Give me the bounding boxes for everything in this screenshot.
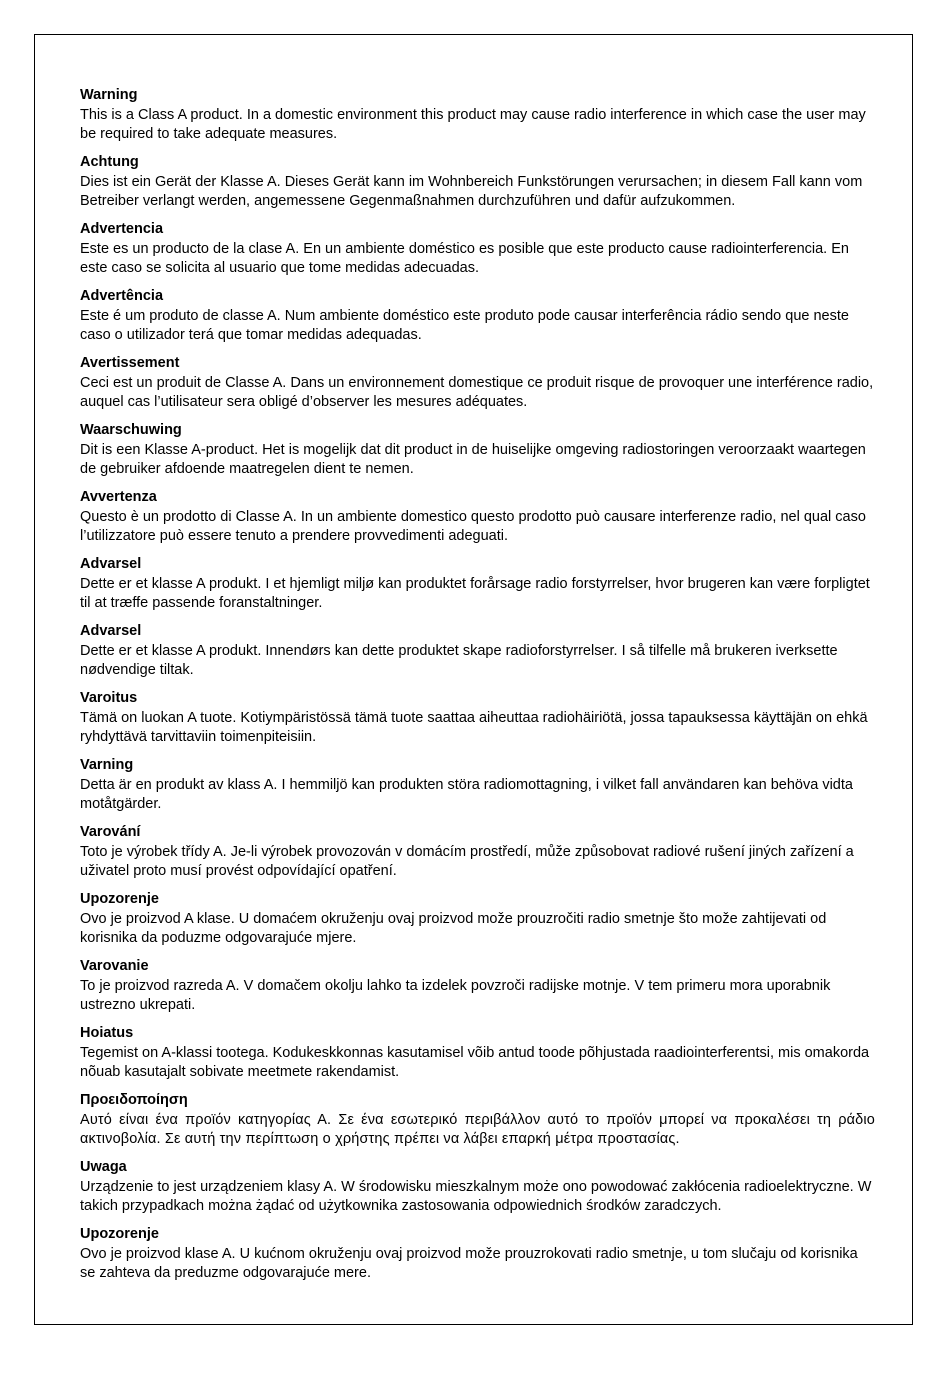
notice-text: Urządzenie to jest urządzeniem klasy A. W środowisku mieszkalnym może ono powodować zakłócenia radioelektryczne. W takich przypadkach można żądać od użytkownika zastosowania odpowiednich środków zaradczych. bbox=[80, 1178, 872, 1214]
notice-text: Detta är en produkt av klass A. I hemmiljö kan produkten störa radiomottagning, i vilket fall användaren kan behöva vidta motåtgärder. bbox=[80, 776, 853, 812]
notice-portuguese bbox=[80, 287, 875, 346]
notice-text: Ovo je proizvod klase A. U kućnom okruženju ovaj proizvod može prouzrokovati radio smetnje, u tom slučaju od korisnika se zahteva da preduzme odgovarajuće mere. bbox=[80, 1245, 858, 1281]
notice-text: Toto je výrobek třídy A. Je-li výrobek provozován v domácím prostředí, může způsobovat radiové rušení jiných zařízení a uživatel proto musí provést odpovídající opatření. bbox=[80, 843, 854, 879]
notice-heading: Avvertenza bbox=[80, 489, 157, 505]
notice-heading: Uwaga bbox=[80, 1159, 127, 1175]
notice-text: Este es un producto de la clase A. En un ambiente doméstico es posible que este producto cause radiointerferencia. En este caso se solicita al usuario que tome medidas adecuadas. bbox=[80, 240, 849, 276]
notice-heading: Προειδοποίηση bbox=[80, 1092, 188, 1108]
notice-spanish bbox=[80, 220, 875, 279]
notice-text: Dies ist ein Gerät der Klasse A. Dieses Gerät kann im Wohnbereich Funkstörungen verursachen; in diesem Fall kann vom Betreiber verlangt werden, angemessene Gegenmaßnahmen durchzuführen und dafür aufzukommen. bbox=[80, 173, 863, 209]
notice-heading: Advertência bbox=[80, 288, 164, 304]
notice-text: To je proizvod razreda A. V domačem okolju lahko ta izdelek povzroči radijske motnje. V tem primeru mora uporabnik ustrezno ukrepati. bbox=[80, 977, 831, 1013]
notice-heading: Waarschuwing bbox=[80, 422, 182, 438]
class-a-warning-notices bbox=[80, 86, 875, 1292]
notice-danish bbox=[80, 555, 875, 614]
notice-heading: Advertencia bbox=[80, 221, 164, 237]
notice-text: Tegemist on A-klassi tootega. Kodukeskkonnas kasutamisel võib antud toode põhjustada raadiointerferentsi, mis omakorda nõuab kasutajalt sobivate meetmete rakendamist. bbox=[80, 1044, 870, 1080]
notice-text: Dette er et klasse A produkt. I et hjemligt miljø kan produktet forårsage radio forstyrrelser, hvor brugeren kan være forpligtet til at træffe passende foranstaltninger. bbox=[80, 575, 870, 611]
notice-heading: Hoiatus bbox=[80, 1025, 134, 1041]
notice-croatian bbox=[80, 890, 875, 949]
notice-text: Ovo je proizvod A klase. U domaćem okruženju ovaj proizvod može prouzročiti radio smetnje što može zahtijevati od korisnika da poduzme odgovarajuće mjere. bbox=[80, 910, 827, 946]
notice-estonian bbox=[80, 1024, 875, 1083]
notice-swedish bbox=[80, 756, 875, 815]
notice-dutch bbox=[80, 421, 875, 480]
notice-italian bbox=[80, 488, 875, 547]
notice-german bbox=[80, 153, 875, 212]
notice-czech bbox=[80, 823, 875, 882]
notice-text: Ceci est un produit de Classe A. Dans un environnement domestique ce produit risque de provoquer une interférence radio, auquel cas l’utilisateur sera obligé d’observer les mesures adéquates. bbox=[80, 374, 874, 410]
notice-english bbox=[80, 86, 875, 145]
notice-heading: Varovanie bbox=[80, 958, 149, 974]
notice-heading: Varování bbox=[80, 824, 141, 840]
notice-slovenian bbox=[80, 957, 875, 1016]
notice-heading: Varoitus bbox=[80, 690, 138, 706]
notice-text: Tämä on luokan A tuote. Kotiympäristössä tämä tuote saattaa aiheuttaa radiohäiriötä, jossa tapauksessa käyttäjän on ehkä ryhdyttävä tarvittaviin toimenpiteisiin. bbox=[80, 709, 868, 745]
notice-french bbox=[80, 354, 875, 413]
notice-greek bbox=[80, 1091, 875, 1150]
notice-text: Αυτό είναι ένα προϊόν κατηγορίας Α. Σε ένα εσωτερικό περιβάλλον αυτό το προϊόν μπορεί να προκαλέσει τη ράδιο ακτινοβολία. Σε αυτή την περίπτωση ο χρήστης πρέπει να λάβει επαρκή μέτρα προστασίας. bbox=[80, 1111, 875, 1147]
notice-text: Questo è un prodotto di Classe A. In un ambiente domestico questo prodotto può causare interferenze radio, nel qual caso l’utilizzatore può essere tenuto a prendere provvedimenti adeguati. bbox=[80, 508, 866, 544]
notice-polish bbox=[80, 1158, 875, 1217]
notice-finnish bbox=[80, 689, 875, 748]
notice-heading: Avertissement bbox=[80, 355, 180, 371]
notice-text: This is a Class A product. In a domestic environment this product may cause radio interference in which case the user may be required to take adequate measures. bbox=[80, 106, 866, 142]
notice-text: Dette er et klasse A produkt. Innendørs kan dette produktet skape radioforstyrrelser. I så tilfelle må brukeren iverksette nødvendige tiltak. bbox=[80, 642, 838, 678]
notice-norwegian bbox=[80, 622, 875, 681]
notice-heading: Varning bbox=[80, 757, 134, 773]
notice-heading: Advarsel bbox=[80, 623, 142, 639]
notice-heading: Upozorenje bbox=[80, 891, 159, 907]
notice-text: Este é um produto de classe A. Num ambiente doméstico este produto pode causar interferência rádio sendo que neste caso o utilizador terá que tomar medidas adequadas. bbox=[80, 307, 849, 343]
notice-serbian bbox=[80, 1225, 875, 1284]
notice-heading: Advarsel bbox=[80, 556, 142, 572]
notice-text: Dit is een Klasse A-product. Het is mogelijk dat dit product in de huiselijke omgeving radiostoringen veroorzaakt waartegen de gebruiker afdoende maatregelen dient te nemen. bbox=[80, 441, 866, 477]
notice-heading: Upozorenje bbox=[80, 1226, 159, 1242]
notice-heading: Warning bbox=[80, 87, 138, 103]
notice-heading: Achtung bbox=[80, 154, 139, 170]
